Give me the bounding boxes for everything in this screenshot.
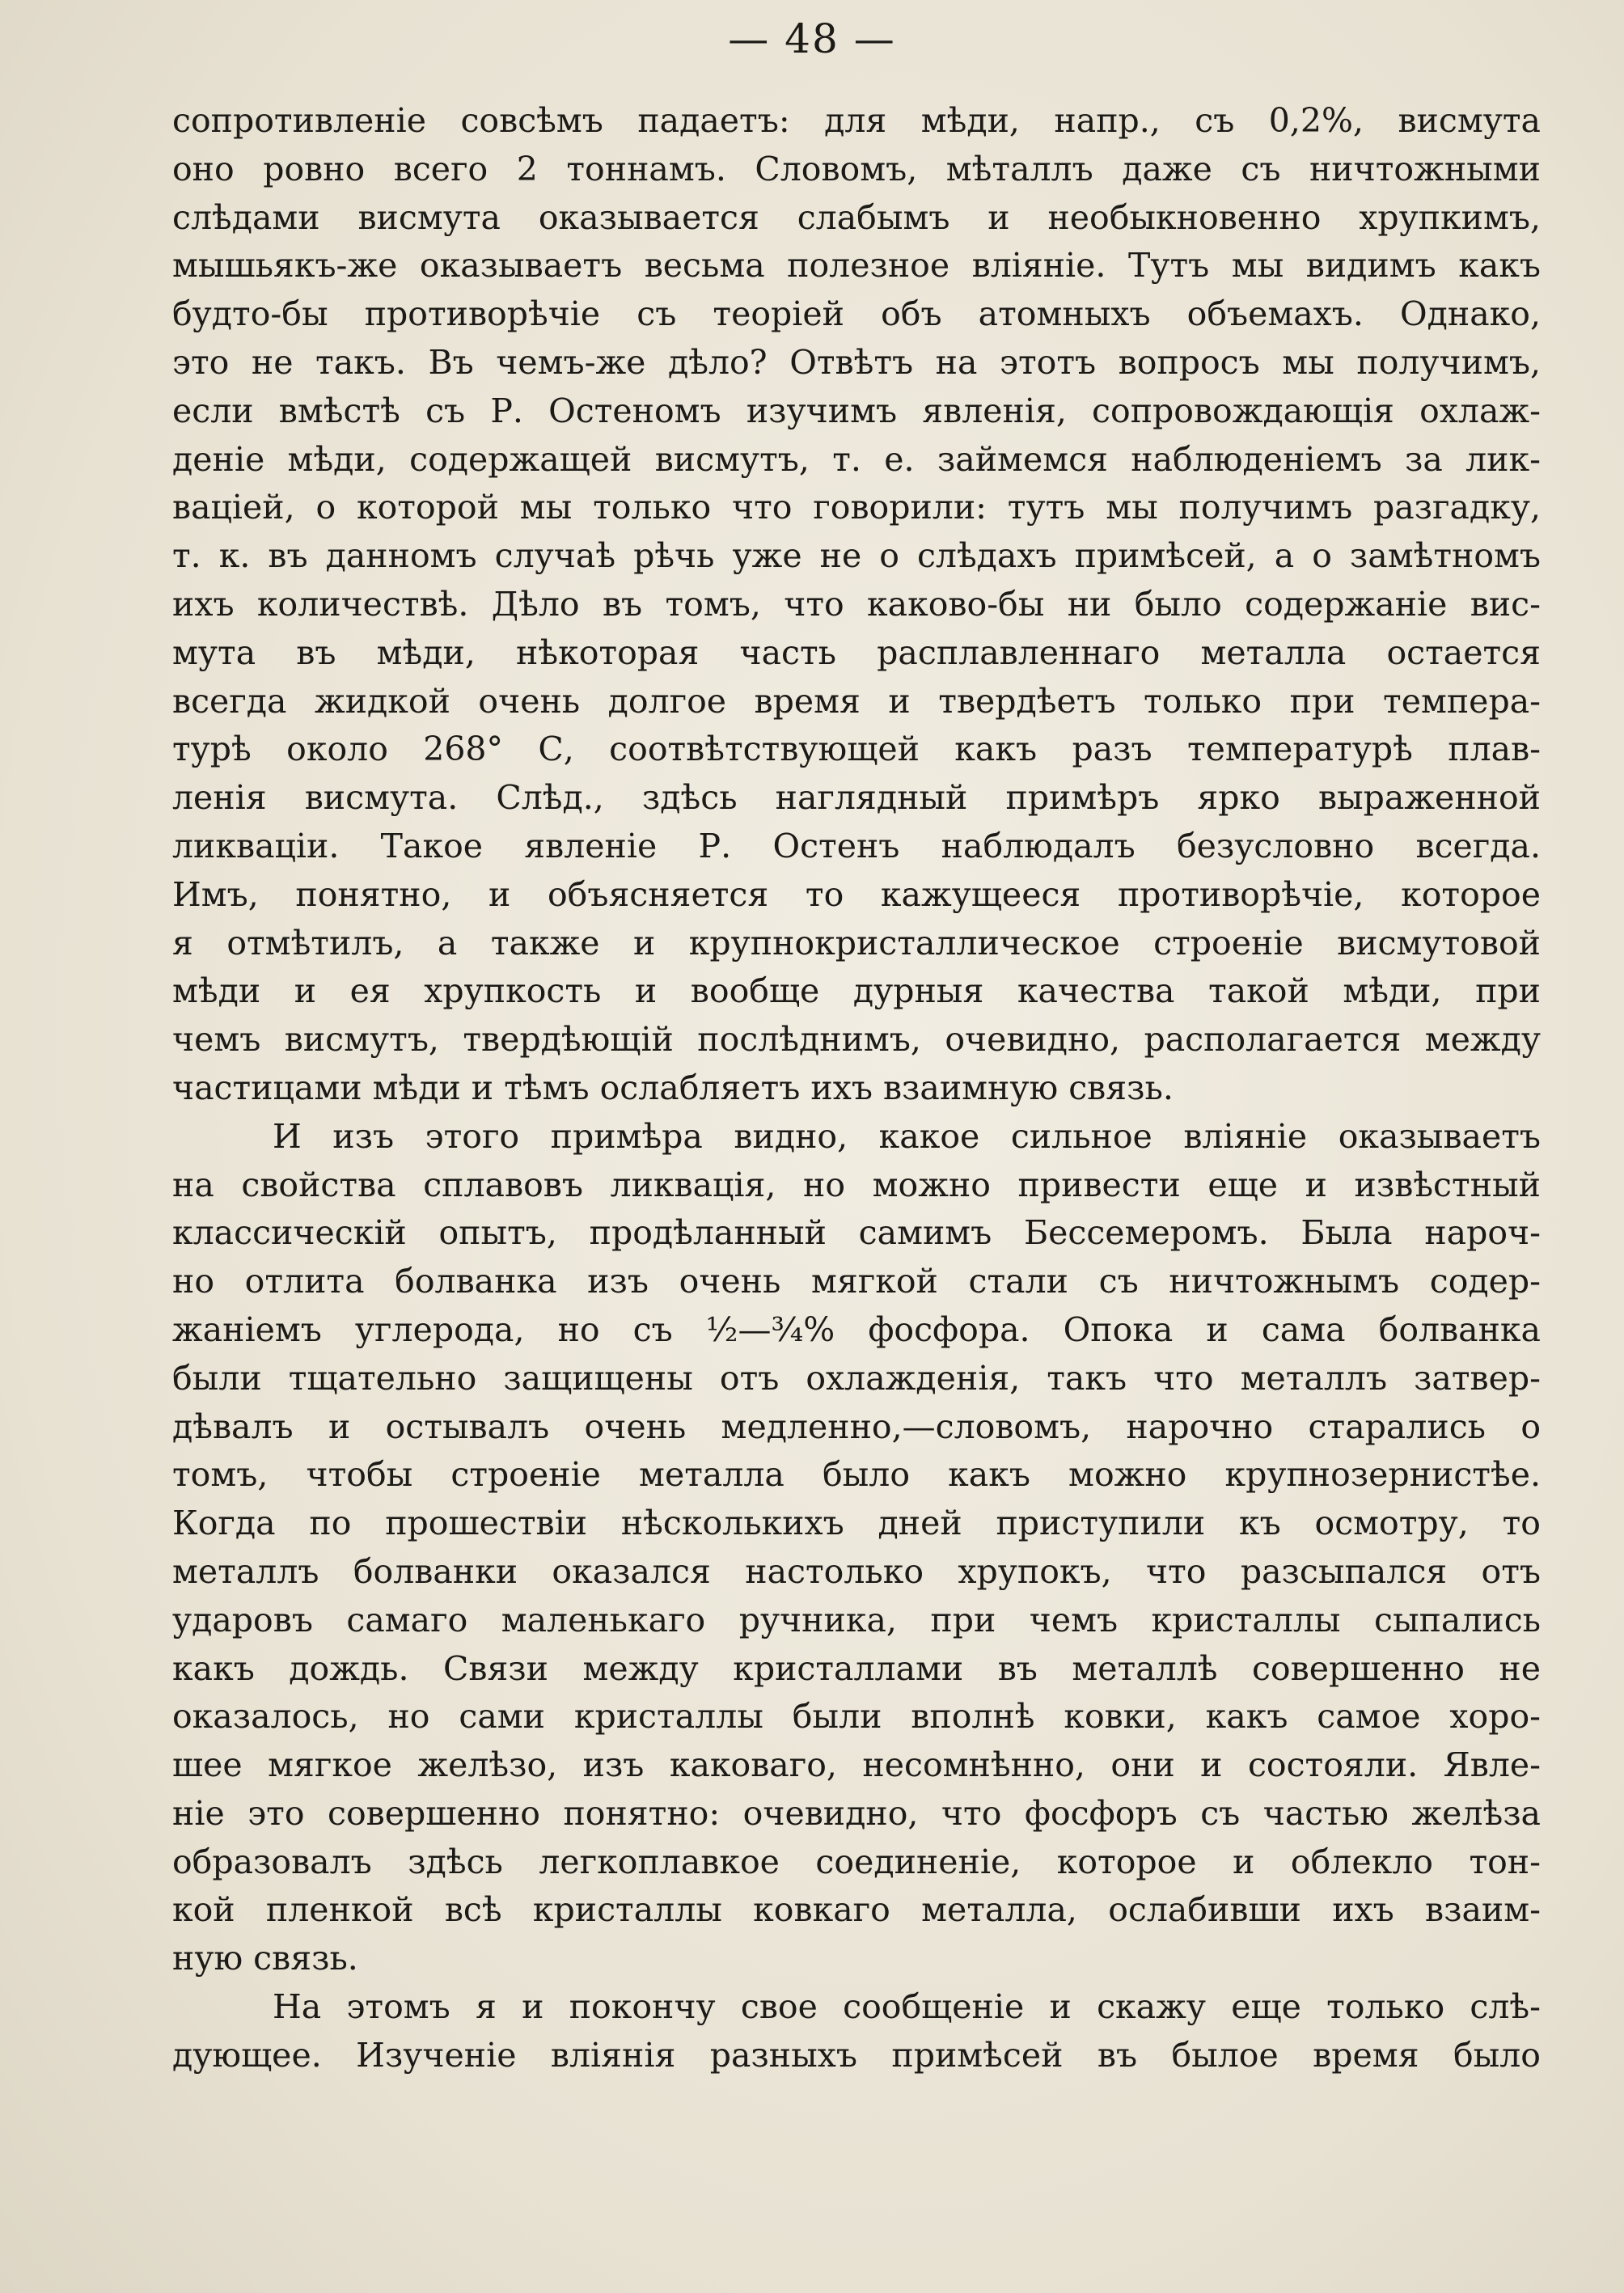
body-text [172,97,1541,2080]
text-line: ихъ количествѣ. Дѣло въ томъ, что каково-бы ни было содержаніе вис- [172,584,1541,624]
text-line: жаніемъ углерода, но съ ½—¾% фосфора. Опока и сама болванка [172,1309,1541,1349]
text-line: будто-бы противорѣчіе съ теоріей объ атомныхъ объемахъ. Однако, [172,294,1541,334]
text-line: деніе мѣди, содержащей висмутъ, т. е. займемся наблюденіемъ за лик- [172,439,1541,479]
text-line: мута въ мѣди, нѣкоторая часть расплавленнаго металла остается [172,632,1541,672]
text-line: ную связь. [172,1939,358,1978]
text-line: И изъ этого примѣра видно, какое сильное вліяніе оказываетъ [273,1116,1541,1156]
text-line: но отлита болванка изъ очень мягкой стали съ ничтожнымъ содер- [172,1262,1541,1301]
text-line: оказалось, но сами кристаллы были вполнѣ ковки, какъ самое хоро- [172,1697,1541,1737]
text-line: ликваціи. Такое явленіе Р. Остенъ наблюдалъ безусловно всегда. [172,826,1541,865]
text-line: На этомъ я и покончу свое сообщеніе и скажу еще только слѣ- [273,1987,1541,2027]
text-line: слѣдами висмута оказывается слабымъ и необыкновенно хрупкимъ, [172,197,1541,237]
text-line: мышьякъ-же оказываетъ весьма полезное вліяніе. Тутъ мы видимъ какъ [172,246,1541,286]
text-line: Имъ, понятно, и объясняется то кажущееся противорѣчіе, которое [172,874,1541,914]
text-line: т. к. въ данномъ случаѣ рѣчь уже не о слѣдахъ примѣсей, а о замѣтномъ [172,536,1541,576]
text-line: были тщательно защищены отъ охлажденія, такъ что металлъ затвер- [172,1358,1541,1398]
text-line: оно ровно всего 2 тоннамъ. Словомъ, мѣталлъ даже съ ничтожными [172,149,1541,188]
text-line: ваціей, о которой мы только что говорили: тутъ мы получимъ разгадку, [172,488,1541,527]
text-line: мѣди и ея хрупкость и вообще дурныя качества такой мѣди, при [172,971,1541,1011]
text-line: какъ дождь. Связи между кристаллами въ металлѣ совершенно не [172,1648,1541,1688]
text-line: Когда по прошествіи нѣсколькихъ дней приступили къ осмотру, то [172,1504,1541,1543]
page-number: — 48 — [728,15,896,62]
paragraph-1 [172,97,1541,1113]
text-line: дующее. Изученіе вліянія разныхъ примѣсей въ былое время было [172,2035,1541,2075]
text-line: чемъ висмутъ, твердѣющій послѣднимъ, очевидно, располагается между [172,1020,1541,1060]
text-line: на свойства сплавовъ ликвація, но можно привести еще и извѣстный [172,1165,1541,1204]
text-line: всегда жидкой очень долгое время и твердѣетъ только при темпера- [172,681,1541,721]
text-line: образовалъ здѣсь легкоплавкое соединеніе, которое и облекло тон- [172,1842,1541,1881]
text-line: ленія висмута. Слѣд., здѣсь наглядный примѣръ ярко выраженной [172,778,1541,818]
text-line: ударовъ самаго маленькаго ручника, при чемъ кристаллы сыпались [172,1600,1541,1639]
text-line: классическій опытъ, продѣланный самимъ Бессемеромъ. Была нароч- [172,1213,1541,1253]
text-line: турѣ около 268° С, соотвѣтствующей какъ разъ температурѣ плав- [172,730,1541,769]
text-line: шее мягкое желѣзо, изъ каковаго, несомнѣнно, они и состояли. Явле- [172,1745,1541,1785]
text-line: если вмѣстѣ съ Р. Остеномъ изучимъ явленія, сопровождающія охлаж- [172,391,1541,430]
text-line: кой пленкой всѣ кристаллы ковкаго металла, ослабивши ихъ взаим- [172,1890,1541,1930]
text-line: дѣвалъ и остывалъ очень медленно,—словомъ, нарочно старались о [172,1407,1541,1446]
text-line: я отмѣтилъ, а также и крупнокристаллическое строеніе висмутовой [172,923,1541,962]
text-line: металлъ болванки оказался настолько хрупокъ, что разсыпался отъ [172,1551,1541,1591]
text-line: томъ, чтобы строеніе металла было какъ можно крупнозернистѣе. [172,1455,1541,1495]
text-line: это не такъ. Въ чемъ-же дѣло? Отвѣтъ на этотъ вопросъ мы получимъ, [172,342,1541,382]
paragraph-2 [172,1113,1541,1983]
text-line: ніе это совершенно понятно: очевидно, что фосфоръ съ частью желѣза [172,1793,1541,1833]
text-line: частицами мѣди и тѣмъ ослабляетъ ихъ взаимную связь. [172,1068,1174,1107]
text-line: сопротивленіе совсѣмъ падаетъ: для мѣди, напр., съ 0,2%, висмута [172,101,1541,140]
paragraph-3 [172,1983,1541,2080]
